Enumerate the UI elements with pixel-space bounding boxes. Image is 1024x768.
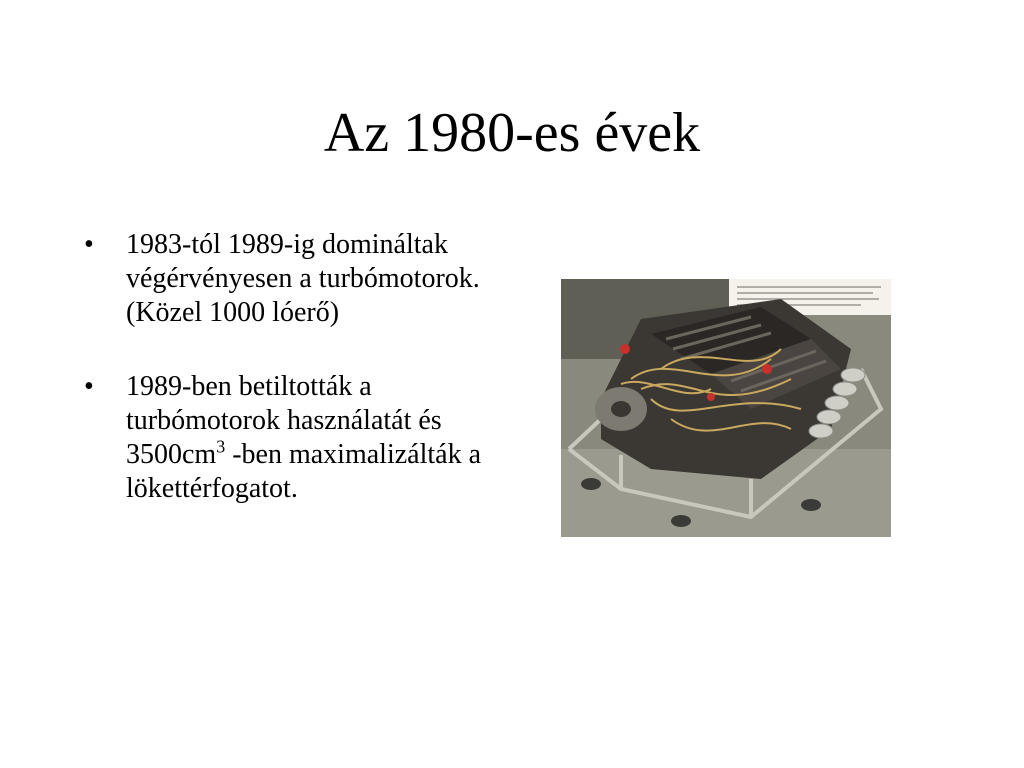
bullet-list xyxy=(82,228,532,546)
bullet-item-2 xyxy=(82,370,532,506)
bullet-text xyxy=(126,371,481,504)
bullet-text-part: -ben maximalizálták a lökettérfogatot. xyxy=(126,439,481,504)
bullet-text-part: 1989-ben betiltották a turbómotorok használatát és 3500cm xyxy=(126,371,442,470)
superscript-unit: 3 xyxy=(216,436,226,457)
bullet-marker: • xyxy=(84,371,94,402)
engine-photo xyxy=(561,279,891,537)
bullet-text: 1983-tól 1989-ig domináltak végérvényesen a turbómotorok. (Közel 1000 lóerő) xyxy=(126,229,480,328)
slide-title: Az 1980-es évek xyxy=(323,102,701,164)
bullet-item-1 xyxy=(82,228,532,330)
bullet-marker: • xyxy=(84,229,94,260)
engine-illustration xyxy=(561,279,891,537)
